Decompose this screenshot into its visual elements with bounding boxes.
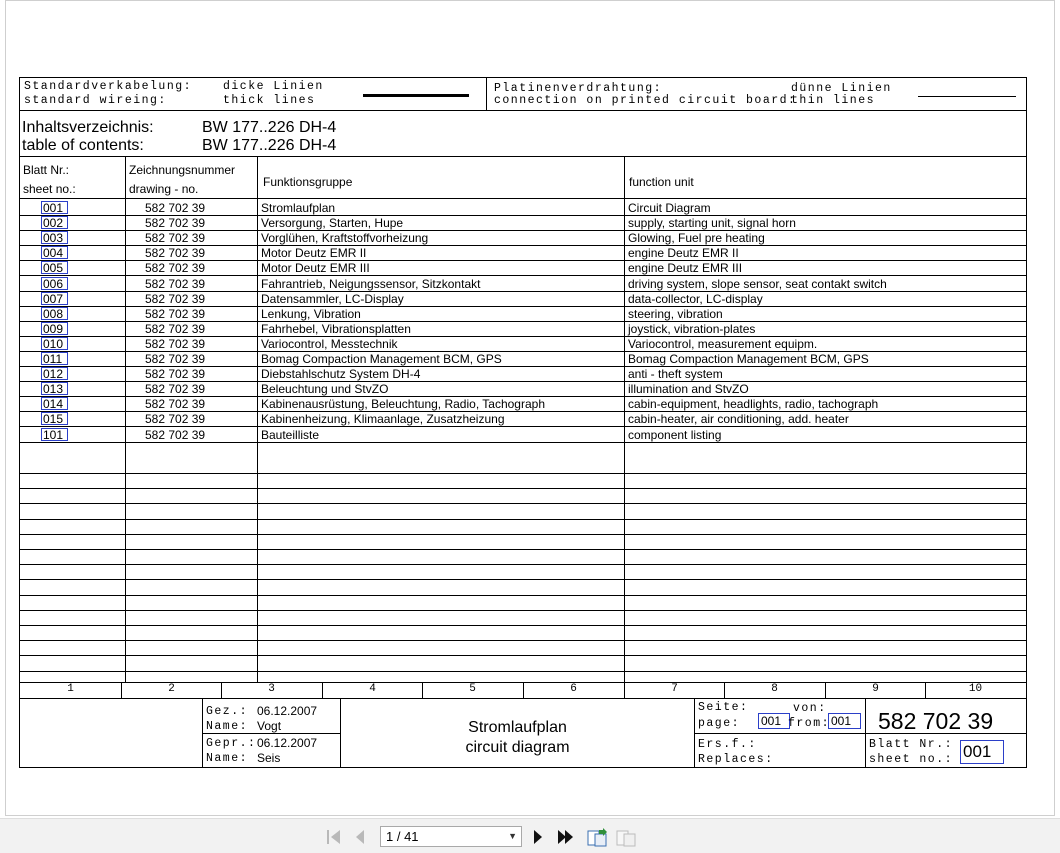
function-unit-cell: supply, starting unit, signal horn [628, 216, 796, 230]
from-value: 001 [828, 713, 861, 729]
function-group-cell: Variocontrol, Messtechnik [261, 337, 398, 351]
empty-rule [20, 671, 1026, 672]
sheet-link[interactable]: 008 [41, 307, 68, 320]
model-title-de: BW 177..226 DH-4 [202, 119, 337, 136]
function-unit-cell: cabin-equipment, headlights, radio, tachograph [628, 397, 879, 411]
column-divider [624, 682, 625, 698]
table-row [20, 216, 1026, 231]
function-group-cell: Kabinenheizung, Klimaanlage, Zusatzheizung [261, 412, 505, 426]
legend-standard-de: Standardverkabelung: [24, 80, 193, 93]
empty-rule [20, 595, 1026, 596]
empty-rule [20, 519, 1026, 520]
function-unit-cell: joystick, vibration-plates [628, 322, 756, 336]
drawing-number-cell: 582 702 39 [145, 231, 206, 245]
table-row [20, 397, 1026, 412]
function-unit-cell: engine Deutz EMR III [628, 261, 743, 275]
table-row [20, 201, 1026, 216]
function-group-cell: Fahrhebel, Vibrationsplatten [261, 322, 411, 336]
empty-rule [20, 610, 1026, 611]
function-unit-cell: engine Deutz EMR II [628, 246, 739, 260]
table-row [20, 352, 1026, 367]
col-header-sheet-en: sheet no.: [23, 182, 76, 196]
empty-rule [20, 655, 1026, 656]
fit-page-icon[interactable] [587, 828, 609, 853]
col-header-sheet-de: Blatt Nr.: [23, 163, 70, 177]
toc-label-en: table of contents: [22, 137, 144, 154]
table-row [20, 337, 1026, 352]
drawing-title-en: circuit diagram [465, 739, 570, 756]
table-row [20, 261, 1026, 276]
column-number: 6 [570, 683, 577, 695]
function-group-cell: Datensammler, LC-Display [261, 292, 404, 306]
seite-label: Seite: [698, 701, 749, 714]
legend-standard-en: standard wireing: [24, 94, 167, 107]
function-group-cell: Bauteilliste [261, 428, 320, 442]
empty-rule [20, 473, 1026, 474]
table-row [20, 307, 1026, 322]
function-unit-cell: illumination and StvZO [628, 382, 749, 396]
column-number: 8 [771, 683, 778, 695]
sheet-link[interactable]: 004 [41, 246, 68, 259]
model-title-en: BW 177..226 DH-4 [202, 137, 337, 154]
drawing-number-cell: 582 702 39 [145, 412, 206, 426]
drawing-title-de: Stromlaufplan [468, 719, 567, 736]
drawing-number: 582 702 39 [878, 708, 994, 734]
toc-label-de: Inhaltsverzeichnis: [22, 119, 154, 136]
sheet-link[interactable]: 011 [41, 352, 68, 365]
document-page [5, 0, 1055, 816]
empty-rule [20, 640, 1026, 641]
previous-page-icon[interactable] [354, 828, 366, 851]
drawing-number-cell: 582 702 39 [145, 216, 206, 230]
column-divider [724, 682, 725, 698]
gepr-date: 06.12.2007 [257, 736, 318, 750]
column-divider [422, 682, 423, 698]
drawing-number-cell: 582 702 39 [145, 367, 206, 381]
name2-value: Seis [257, 751, 281, 765]
drawing-number-cell: 582 702 39 [145, 277, 206, 291]
function-unit-cell: Glowing, Fuel pre heating [628, 231, 765, 245]
column-divider [925, 682, 926, 698]
drawing-number-cell: 582 702 39 [145, 382, 206, 396]
table-row [20, 367, 1026, 382]
gez-date: 06.12.2007 [257, 704, 318, 718]
drawing-number-cell: 582 702 39 [145, 201, 206, 215]
function-group-cell: Beleuchtung und StvZO [261, 382, 389, 396]
function-unit-cell: Bomag Compaction Management BCM, GPS [628, 352, 869, 366]
function-unit-cell: cabin-heater, air conditioning, add. heater [628, 412, 849, 426]
column-divider [523, 682, 524, 698]
col-header-drawing-de: Zeichnungsnummer [129, 163, 236, 177]
sheet-link[interactable]: 001 [41, 201, 68, 214]
function-unit-cell: driving system, slope sensor, seat contakt switch [628, 277, 887, 291]
drawing-number-cell: 582 702 39 [145, 261, 206, 275]
empty-rule [20, 579, 1026, 580]
sheet-link[interactable]: 014 [41, 397, 68, 410]
sheet-link[interactable]: 007 [41, 292, 68, 305]
page-value: 001 [758, 713, 790, 729]
drawing-number-cell: 582 702 39 [145, 246, 206, 260]
name1-value: Vogt [257, 719, 282, 733]
function-group-cell: Motor Deutz EMR III [261, 261, 370, 275]
thick-line-sample [363, 94, 469, 97]
replaces-label: Replaces: [698, 753, 774, 766]
row-underline [20, 275, 1026, 276]
legend-thick-en: thick lines [223, 94, 316, 107]
table-row [20, 322, 1026, 337]
from-label: from: [788, 717, 831, 730]
column-divider [825, 682, 826, 698]
column-number: 7 [671, 683, 678, 695]
page-select[interactable] [380, 826, 522, 847]
sheet-link[interactable]: 006 [41, 277, 68, 290]
sheet-link[interactable]: 010 [41, 337, 68, 350]
ersf-label: Ers.f.: [698, 738, 757, 751]
empty-rule [20, 625, 1026, 626]
function-group-cell: Fahrantrieb, Neigungssensor, Sitzkontakt [261, 277, 481, 291]
sheet-link[interactable]: 101 [41, 428, 68, 441]
sheet-value: 001 [960, 740, 1004, 764]
drawing-number-cell: 582 702 39 [145, 292, 206, 306]
legend-thick-de: dicke Linien [223, 80, 324, 93]
fit-width-icon[interactable] [616, 828, 638, 853]
column-number: 3 [268, 683, 275, 695]
table-row [20, 231, 1026, 246]
drawing-number-cell: 582 702 39 [145, 307, 206, 321]
drawing-number-cell: 582 702 39 [145, 337, 206, 351]
function-unit-cell: steering, vibration [628, 307, 723, 321]
function-group-cell: Vorglühen, Kraftstoffvorheizung [261, 231, 429, 245]
drawing-number-cell: 582 702 39 [145, 322, 206, 336]
name1-label: Name: [206, 720, 249, 733]
column-number: 4 [369, 683, 376, 695]
row-underline [20, 426, 1026, 427]
function-unit-cell: anti - theft system [628, 367, 723, 381]
function-unit-cell: data-collector, LC-display [628, 292, 763, 306]
name2-label: Name: [206, 752, 249, 765]
legend-pcb-de: Platinenverdrahtung: [494, 82, 663, 95]
blatt-label: Blatt Nr.: [869, 738, 954, 751]
drawing-sheet [19, 77, 1027, 768]
column-number: 5 [469, 683, 476, 695]
table-row [20, 246, 1026, 261]
function-unit-cell: Circuit Diagram [628, 201, 711, 215]
column-number: 1 [67, 683, 74, 695]
gez-label: Gez.: [206, 705, 249, 718]
legend-thin-de: dünne Linien [791, 82, 892, 95]
function-group-cell: Diebstahlschutz System DH-4 [261, 367, 421, 381]
table-row [20, 382, 1026, 397]
legend-thin-en: thin lines [791, 94, 876, 107]
function-unit-cell: Variocontrol, measurement equipm. [628, 337, 818, 351]
sheet-link[interactable]: 015 [41, 412, 68, 425]
row-underline [20, 442, 1026, 443]
gepr-label: Gepr.: [206, 737, 257, 750]
sheet-link[interactable]: 002 [41, 216, 68, 229]
drawing-number-cell: 582 702 39 [145, 397, 206, 411]
function-group-cell: Motor Deutz EMR II [261, 246, 367, 260]
table-row [20, 428, 1026, 443]
page-indicator: 1 / 41 [386, 829, 419, 844]
function-unit-cell: component listing [628, 428, 722, 442]
function-group-cell: Bomag Compaction Management BCM, GPS [261, 352, 502, 366]
empty-rule [20, 503, 1026, 504]
sheet-link[interactable]: 013 [41, 382, 68, 395]
sheet-link[interactable]: 005 [41, 261, 68, 274]
col-header-group: Funktionsgruppe [263, 175, 353, 189]
thin-line-sample [918, 96, 1016, 97]
legend-pcb-en: connection on printed circuit board: [494, 94, 797, 107]
pdf-toolbar [0, 818, 1060, 853]
table-row [20, 277, 1026, 292]
table-row [20, 292, 1026, 307]
empty-rule [20, 564, 1026, 565]
von-label: von: [793, 702, 827, 715]
function-group-cell: Versorgung, Starten, Hupe [261, 216, 404, 230]
empty-rule [20, 488, 1026, 489]
first-page-icon[interactable] [326, 828, 342, 851]
table-row [20, 412, 1026, 427]
col-header-unit: function unit [629, 175, 694, 189]
sheet-link[interactable]: 012 [41, 367, 68, 380]
function-group-cell: Kabinenausrüstung, Beleuchtung, Radio, Tachograph [261, 397, 545, 411]
sheet-link[interactable]: 003 [41, 231, 68, 244]
page-label: page: [698, 717, 741, 730]
next-page-icon[interactable] [532, 828, 544, 851]
last-page-icon[interactable] [557, 828, 575, 851]
col-header-drawing-en: drawing - no. [129, 182, 199, 196]
column-number: 2 [168, 683, 175, 695]
drawing-number-cell: 582 702 39 [145, 352, 206, 366]
drawing-number-cell: 582 702 39 [145, 428, 206, 442]
column-number: 9 [872, 683, 879, 695]
function-group-cell: Stromlaufplan [261, 201, 336, 215]
column-divider [221, 682, 222, 698]
empty-rule [20, 534, 1026, 535]
column-number: 10 [968, 683, 983, 695]
chevron-down-icon: ▼ [508, 831, 517, 841]
function-group-cell: Lenkung, Vibration [261, 307, 361, 321]
sheetno-label: sheet no.: [869, 753, 954, 766]
column-divider [121, 682, 122, 698]
sheet-link[interactable]: 009 [41, 322, 68, 335]
empty-rule [20, 549, 1026, 550]
column-divider [322, 682, 323, 698]
